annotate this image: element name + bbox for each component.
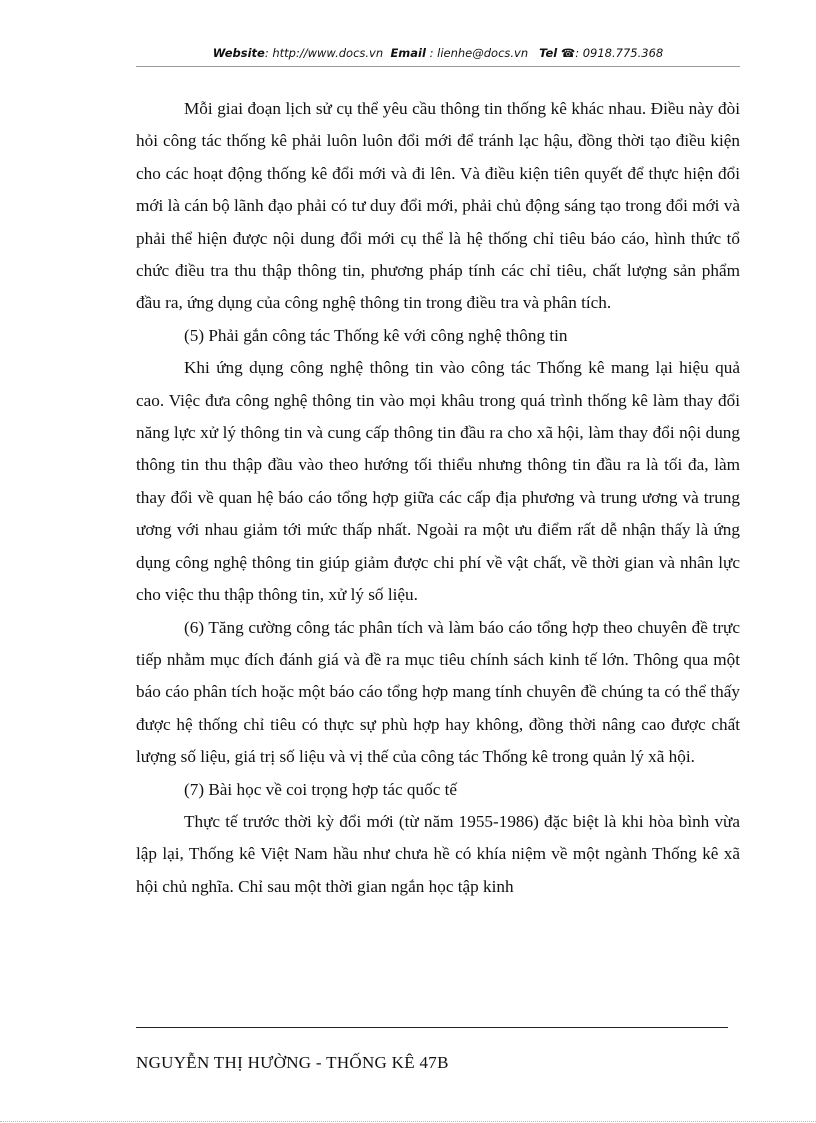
document-body (136, 93, 740, 903)
tel-value: : 0918.775.368 (575, 46, 664, 60)
website-label: Website (212, 46, 265, 60)
header-divider (136, 66, 740, 67)
paragraph-item-6: (6) Tăng cường công tác phân tích và làm báo cáo tổng hợp theo chuyên đề trực tiếp nhằm mục đích đánh giá và đề ra mục tiêu chính sách kinh tế lớn. Thông qua một báo cáo phân tích hoặc một báo cáo tổng hợp mang tính chuyên đề chúng ta có thể thấy được hệ thống chỉ tiêu có thực sự phù hợp hay không, đồng thời nâng cao được chất lượng số liệu, giá trị số liệu và vị thế của công tác Thống kê trong quản lý xã hội. (136, 617, 740, 767)
paragraph-item-5: Khi ứng dụng công nghệ thông tin vào công tác Thống kê mang lại hiệu quả cao. Việc đưa công nghệ thông tin vào mọi khâu trong quá trình thống kê làm thay đổi năng lực xử lý thông tin và cung cấp thông tin đầu ra cho xã hội, làm thay đổi nội dung thông tin thu thập đầu vào theo hướng tối thiểu nhưng thông tin đầu ra là tối đa, làm thay đổi về quan hệ báo cáo tổng hợp giữa các cấp địa phương và trung ương và trung ương với nhau giảm tới mức thấp nhất. Ngoài ra một ưu điểm rất dễ nhận thấy là ứng dụng công nghệ thông tin giúp giảm được chi phí về vật chất, về thời gian và nhân lực cho việc thu thập thông tin, xử lý số liệu. (136, 358, 740, 605)
page-bottom-border (0, 1121, 816, 1122)
tel-label: Tel (539, 46, 558, 60)
paragraph-item-7: Thực tế trước thời kỳ đổi mới (từ năm 1955-1986) đặc biệt là khi hòa bình vừa lập lại, Thống kê Việt Nam hầu như chưa hề có khía niệm về một ngành Thống kê xã hội chủ nghĩa. Chỉ sau một thời gian ngắn học tập kinh (136, 811, 740, 896)
page-header (136, 46, 740, 60)
paragraph-intro: Mỗi giai đoạn lịch sử cụ thể yêu cầu thông tin thống kê khác nhau. Điều này đòi hỏi công tác thống kê phải luôn luôn đổi mới để tránh lạc hậu, đồng thời tạo điều kiện cho các hoạt động thống kê đổi mới và đi lên. Và điều kiện tiên quyết để thực hiện đổi mới là cán bộ lãnh đạo phải có tư duy đổi mới, phải chủ động sáng tạo trong đổi mới và phải thể hiện được nội dung đổi mới cụ thể là hệ thống chỉ tiêu báo cáo, hình thức tổ chức điều tra thu thập thông tin, phương pháp tính các chỉ tiêu, chất lượng sản phẩm đầu ra, ứng dụng của công nghệ thông tin trong điều tra và phân tích. (136, 99, 740, 313)
email-value: : lienhe@docs.vn (425, 46, 529, 60)
footer-author: NGUYỄN THỊ HƯỜNG - THỐNG KÊ 47B (136, 1053, 449, 1072)
website-value: : http://www.docs.vn (264, 46, 384, 60)
footer-divider (136, 1027, 728, 1028)
heading-item-5: (5) Phải gắn công tác Thống kê với công nghệ thông tin (184, 325, 568, 345)
heading-item-7: (7) Bài học về coi trọng hợp tác quốc tế (184, 779, 458, 799)
email-label: Email (390, 46, 426, 60)
phone-icon: ☎ (560, 46, 576, 60)
